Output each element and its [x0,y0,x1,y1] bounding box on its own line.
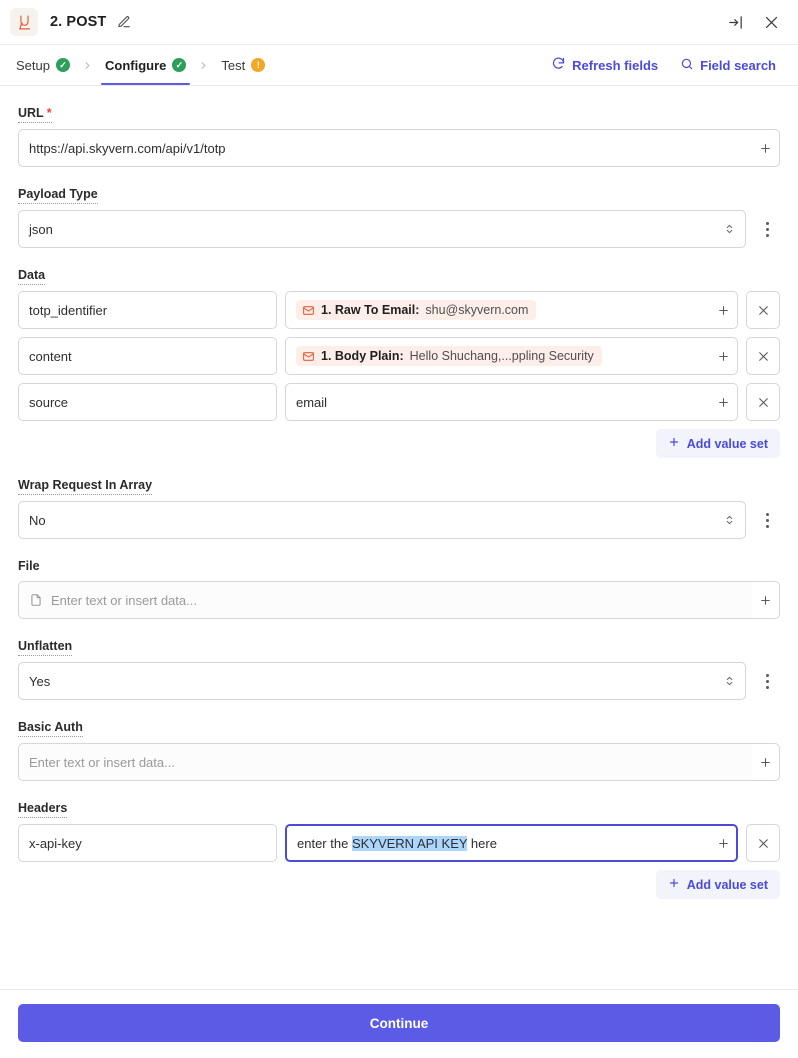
data-value-text: email [296,394,328,410]
url-input[interactable] [18,129,752,167]
data-token-value: Hello Shuchang,...ppling Security [409,349,594,363]
basic-auth-input[interactable] [18,743,752,781]
field-data [18,266,780,458]
wrap-request-label: Wrap Request In Array [18,478,152,495]
data-row [18,291,780,329]
data-insert-data-button[interactable] [710,291,738,329]
data-key-input[interactable] [18,291,277,329]
data-token-label: 1. Body Plain: [321,349,404,363]
data-key-value: totp_identifier [29,302,108,318]
payload-type-value: json [29,221,53,237]
steps-bar [0,45,798,86]
tab-configure[interactable] [99,45,192,85]
headers-key-input[interactable] [18,824,277,862]
footer [0,989,798,1058]
pencil-icon[interactable] [114,12,134,32]
wrap-request-row [18,501,780,539]
payload-type-label: Payload Type [18,187,98,204]
headers-value-selection: SKYVERN API KEY [351,835,468,851]
file-input-group [18,581,780,619]
unflatten-value: Yes [29,673,51,689]
field-search-label: Field search [700,57,776,73]
data-token-label: 1. Raw To Email: [321,303,420,317]
field-search-button[interactable] [672,45,784,85]
data-add-row [18,429,780,458]
headers-value-prefix: enter the [297,835,352,851]
open-in-side-icon[interactable] [722,9,748,35]
field-wrap-request-in-array [18,476,780,539]
file-placeholder: Enter text or insert data... [51,592,197,608]
steps-list [10,45,271,85]
headers-label: Headers [18,801,67,818]
unflatten-select[interactable] [18,662,746,700]
url-value: https://api.skyvern.com/api/v1/totp [29,140,226,156]
data-remove-row-button[interactable] [746,383,780,421]
data-value-group [285,291,738,329]
headers-add-value-set-button[interactable] [656,870,780,899]
tab-test-label: Test [221,57,246,73]
basic-auth-input-group [18,743,780,781]
tab-test-status-badge: ! [251,58,265,72]
data-token[interactable] [296,346,602,366]
data-value-input[interactable] [285,337,710,375]
refresh-icon [551,56,566,74]
refresh-fields-label: Refresh fields [572,57,659,73]
data-value-group [285,383,738,421]
file-label: File [18,559,40,573]
email-icon [302,304,315,317]
field-unflatten [18,637,780,700]
data-token[interactable] [296,300,536,320]
tab-setup[interactable] [10,45,76,85]
headers-row [18,824,780,862]
basic-auth-label: Basic Auth [18,720,83,737]
headers-value-text [297,836,497,851]
data-key-value: source [29,394,69,410]
plus-icon [668,877,680,892]
stepsbar-spacer [271,45,543,85]
url-row [18,129,780,167]
continue-button[interactable]: Continue [18,1004,780,1042]
basic-auth-placeholder: Enter text or insert data... [29,754,175,770]
data-add-value-set-label: Add value set [686,436,768,451]
app-logo-icon [10,8,38,36]
headers-value-suffix: here [467,835,497,851]
url-label-text: URL [18,106,44,120]
configure-form [0,86,798,989]
unflatten-more-options-icon[interactable] [754,662,780,700]
payload-type-row [18,210,780,248]
data-add-value-set-button[interactable] [656,429,780,458]
tab-setup-label: Setup [16,57,50,73]
field-payload-type [18,185,780,248]
file-row [18,581,780,619]
chevron-updown-icon [724,224,735,235]
payload-type-select[interactable] [18,210,746,248]
document-icon [29,593,43,607]
headers-key-value: x-api-key [29,835,82,851]
headers-add-row [18,870,780,899]
data-token-value: shu@skyvern.com [425,303,529,317]
plus-icon [668,436,680,451]
data-insert-data-button[interactable] [710,337,738,375]
wrap-request-select[interactable] [18,501,746,539]
url-insert-data-button[interactable] [752,129,780,167]
file-insert-data-button[interactable] [752,581,780,619]
headers-add-value-set-label: Add value set [686,877,768,892]
url-input-group [18,129,780,167]
wrap-request-value: No [29,512,46,528]
data-row [18,337,780,375]
data-insert-data-button[interactable] [710,383,738,421]
headers-insert-data-button[interactable] [710,824,738,862]
data-key-value: content [29,348,72,364]
data-key-input[interactable] [18,383,277,421]
data-label: Data [18,268,45,285]
close-icon[interactable] [758,9,784,35]
data-value-input[interactable] [285,383,710,421]
chevron-updown-icon [724,676,735,687]
field-headers [18,799,780,899]
wrap-request-more-options-icon[interactable] [754,501,780,539]
field-url [18,104,780,167]
page-title: 2. POST [50,14,107,30]
data-remove-row-button[interactable] [746,337,780,375]
basic-auth-row [18,743,780,781]
email-icon [302,350,315,363]
headers-value-group [285,824,738,862]
titlebar [0,0,798,45]
tab-test[interactable] [215,45,271,85]
url-required-mark: * [46,106,52,120]
chevron-right-icon-2 [192,60,215,71]
unflatten-label: Unflatten [18,639,72,656]
data-row [18,383,780,421]
file-input[interactable] [18,581,752,619]
search-icon [680,57,694,74]
tab-configure-status-badge: ✓ [172,58,186,72]
url-label [18,106,52,123]
refresh-fields-button[interactable] [543,45,666,85]
chevron-right-icon [76,60,99,71]
payload-type-more-options-icon[interactable] [754,210,780,248]
tab-configure-label: Configure [104,57,167,73]
field-file [18,557,780,619]
unflatten-row [18,662,780,700]
headers-remove-row-button[interactable] [746,824,780,862]
data-value-input[interactable] [285,291,710,329]
tab-setup-status-badge: ✓ [56,58,70,72]
headers-value-input[interactable] [285,824,710,862]
data-value-group [285,337,738,375]
data-remove-row-button[interactable] [746,291,780,329]
field-basic-auth [18,718,780,781]
basic-auth-insert-data-button[interactable] [752,743,780,781]
data-key-input[interactable] [18,337,277,375]
chevron-updown-icon [724,515,735,526]
